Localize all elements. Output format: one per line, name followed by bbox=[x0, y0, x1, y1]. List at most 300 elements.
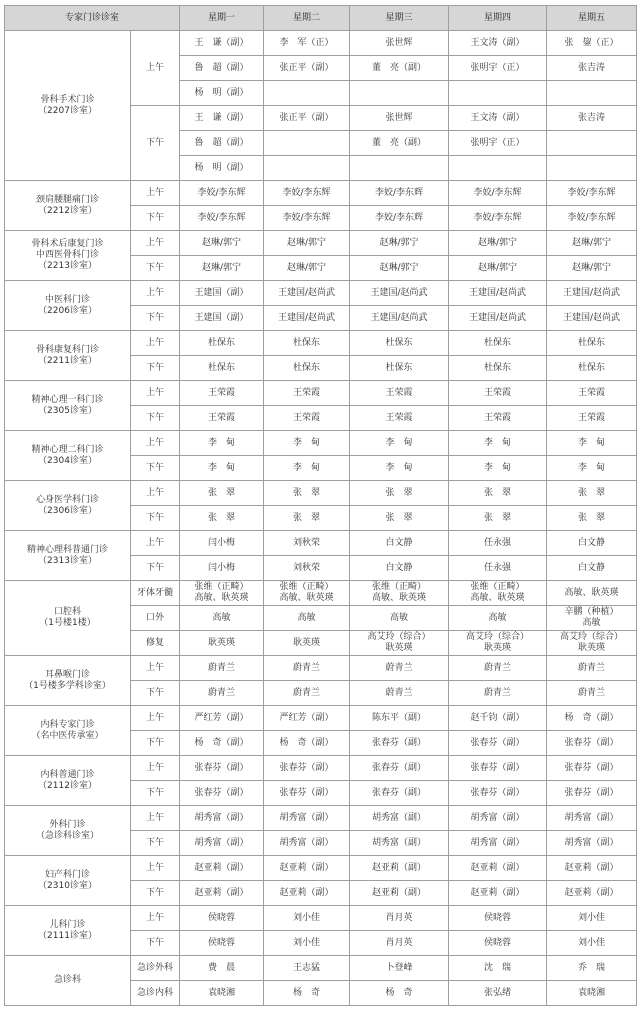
header-day-fri: 星期五 bbox=[547, 6, 637, 31]
doctor-cell: 蔚青兰 bbox=[547, 681, 637, 706]
doctor-cell: 张弘绪 bbox=[449, 981, 547, 1006]
doctor-cell: 蔚青兰 bbox=[180, 681, 264, 706]
dept-name: 儿科门诊 bbox=[49, 919, 86, 930]
doctor-cell: 杨 明（副） bbox=[180, 81, 264, 106]
session-cell: 下午 bbox=[131, 881, 180, 906]
doctor-cell: 杜保东 bbox=[264, 356, 350, 381]
doctor-line: 张维（正畸） bbox=[372, 582, 427, 592]
dept-room: （2305诊室） bbox=[38, 405, 97, 416]
doctor-cell: 侯晓蓉 bbox=[180, 906, 264, 931]
doctor-cell: 侯晓蓉 bbox=[449, 931, 547, 956]
doctor-cell: 蔚青兰 bbox=[547, 656, 637, 681]
doctor-cell bbox=[350, 581, 449, 606]
session-cell: 下午 bbox=[131, 256, 180, 281]
session-cell: 修复 bbox=[131, 631, 180, 656]
doctor-cell: 李 甸 bbox=[547, 431, 637, 456]
doctor-cell: 王 谦（副） bbox=[180, 31, 264, 56]
doctor-cell: 蔚青兰 bbox=[449, 681, 547, 706]
doctor-cell: 赵琳/郭宁 bbox=[547, 256, 637, 281]
dept-name: 急诊科 bbox=[53, 975, 81, 985]
doctor-cell: 张 翠 bbox=[547, 506, 637, 531]
doctor-cell: 李姣/李东辉 bbox=[180, 206, 264, 231]
doctor-cell: 袁晓湘 bbox=[547, 981, 637, 1006]
dept-cell bbox=[5, 431, 131, 481]
doctor-cell: 闫小梅 bbox=[180, 556, 264, 581]
doctor-cell: 赵亚莉（副） bbox=[449, 856, 547, 881]
doctor-cell bbox=[350, 156, 449, 181]
doctor-cell: 卜登峰 bbox=[350, 956, 449, 981]
doctor-cell: 李姣/李东辉 bbox=[264, 206, 350, 231]
doctor-cell: 张 翠 bbox=[350, 506, 449, 531]
doctor-cell: 侯晓蓉 bbox=[449, 906, 547, 931]
doctor-line: 辛鹏（种植） bbox=[564, 607, 619, 617]
doctor-cell: 高敏 bbox=[449, 606, 547, 631]
session-cell: 上午 bbox=[131, 481, 180, 506]
dept-name: 妇产科门诊 bbox=[44, 869, 90, 880]
doctor-cell: 李姣/李东辉 bbox=[547, 206, 637, 231]
doctor-cell: 刘小佳 bbox=[547, 906, 637, 931]
doctor-cell: 王建国/赵尚武 bbox=[350, 281, 449, 306]
dept-name: 耳鼻喉门诊 bbox=[44, 669, 90, 680]
doctor-cell: 王荣霞 bbox=[350, 381, 449, 406]
dept-room: （名中医传承室） bbox=[31, 730, 104, 741]
doctor-cell: 杜保东 bbox=[449, 331, 547, 356]
doctor-cell: 王文涛（副） bbox=[449, 106, 547, 131]
doctor-cell: 李 甸 bbox=[449, 456, 547, 481]
doctor-cell: 杨 奇（副） bbox=[547, 706, 637, 731]
doctor-cell: 张明宇（正） bbox=[449, 56, 547, 81]
dept-room: （2306诊室） bbox=[38, 505, 97, 516]
session-cell: 上午 bbox=[131, 906, 180, 931]
doctor-cell: 张吉涛 bbox=[547, 106, 637, 131]
schedule-row bbox=[5, 581, 637, 606]
schedule-row bbox=[5, 281, 637, 306]
doctor-cell: 杜保东 bbox=[350, 356, 449, 381]
doctor-cell: 胡秀富（副） bbox=[180, 806, 264, 831]
doctor-cell: 耿英瑛 bbox=[180, 631, 264, 656]
doctor-cell: 董 亮（副） bbox=[350, 131, 449, 156]
doctor-cell: 赵亚莉（副） bbox=[264, 856, 350, 881]
doctor-cell: 王文涛（副） bbox=[449, 31, 547, 56]
session-cell: 上午 bbox=[131, 706, 180, 731]
doctor-cell: 赵琳/郭宁 bbox=[449, 256, 547, 281]
session-cell: 下午 bbox=[131, 206, 180, 231]
doctor-cell: 王志猛 bbox=[264, 956, 350, 981]
dept-room: （2211诊室） bbox=[38, 355, 97, 366]
doctor-cell: 王荣霞 bbox=[449, 381, 547, 406]
doctor-cell: 李 甸 bbox=[547, 456, 637, 481]
doctor-cell: 王荣霞 bbox=[180, 381, 264, 406]
doctor-line: 高敏、耿英瑛 bbox=[372, 593, 427, 603]
dept-cell bbox=[5, 331, 131, 381]
doctor-cell: 赵琳/郭宁 bbox=[180, 231, 264, 256]
doctor-cell: 杜保东 bbox=[264, 331, 350, 356]
schedule-row bbox=[5, 531, 637, 556]
doctor-cell: 王荣霞 bbox=[350, 406, 449, 431]
doctor-cell: 李姣/李东辉 bbox=[350, 206, 449, 231]
dept-name: 骨科手术门诊 bbox=[40, 94, 95, 105]
session-cell: 下午 bbox=[131, 506, 180, 531]
doctor-cell: 赵琳/郭宁 bbox=[264, 231, 350, 256]
dept-cell bbox=[5, 281, 131, 331]
doctor-cell: 张 翠 bbox=[264, 481, 350, 506]
doctor-cell: 王建国（副） bbox=[180, 306, 264, 331]
dept-room: （急诊科诊室） bbox=[35, 830, 99, 841]
doctor-cell: 刘小佳 bbox=[547, 931, 637, 956]
doctor-cell: 王建国/赵尚武 bbox=[449, 281, 547, 306]
doctor-cell: 胡秀富（副） bbox=[350, 831, 449, 856]
dept-name: 中医科门诊 bbox=[44, 294, 90, 305]
doctor-cell: 张世辉 bbox=[350, 106, 449, 131]
doctor-line: 高艾玲（综合） bbox=[560, 632, 624, 642]
doctor-cell: 胡秀富（副） bbox=[449, 831, 547, 856]
session-cell: 下午 bbox=[131, 781, 180, 806]
schedule-row bbox=[5, 181, 637, 206]
doctor-cell: 张春芬（副） bbox=[264, 781, 350, 806]
doctor-cell: 杜保东 bbox=[547, 356, 637, 381]
dept-name: 精神心理二科门诊 bbox=[31, 444, 104, 455]
doctor-cell: 任永强 bbox=[449, 556, 547, 581]
doctor-line: 张维（正畸） bbox=[279, 582, 334, 592]
dept-room: （2304诊室） bbox=[38, 455, 97, 466]
doctor-cell: 刘秋荣 bbox=[264, 531, 350, 556]
schedule-row bbox=[5, 856, 637, 881]
schedule-row bbox=[5, 706, 637, 731]
dept-cell bbox=[5, 806, 131, 856]
doctor-cell bbox=[264, 81, 350, 106]
doctor-cell bbox=[350, 631, 449, 656]
doctor-cell: 张春芬（副） bbox=[449, 781, 547, 806]
doctor-cell: 蔚青兰 bbox=[180, 656, 264, 681]
doctor-cell: 张春芬（副） bbox=[547, 781, 637, 806]
session-cell: 下午 bbox=[131, 406, 180, 431]
session-cell: 上午 bbox=[131, 656, 180, 681]
doctor-cell: 鲁 超（副） bbox=[180, 131, 264, 156]
doctor-cell: 王荣霞 bbox=[547, 381, 637, 406]
dept-name: 颈肩腰腿痛门诊 bbox=[35, 194, 99, 205]
doctor-cell: 张正平（副） bbox=[264, 56, 350, 81]
schedule-row bbox=[5, 806, 637, 831]
doctor-cell: 赵琳/郭宁 bbox=[350, 231, 449, 256]
doctor-cell: 陈东平（副） bbox=[350, 706, 449, 731]
doctor-cell: 李 甸 bbox=[264, 456, 350, 481]
doctor-cell: 白文静 bbox=[350, 531, 449, 556]
doctor-cell: 杨 奇（副） bbox=[180, 731, 264, 756]
dept-cell bbox=[5, 956, 131, 1006]
doctor-cell bbox=[547, 156, 637, 181]
schedule-row bbox=[5, 331, 637, 356]
doctor-cell: 赵亚莉（副） bbox=[449, 881, 547, 906]
doctor-cell: 张春芬（副） bbox=[547, 756, 637, 781]
doctor-cell: 张 翠 bbox=[180, 481, 264, 506]
doctor-cell: 蔚青兰 bbox=[264, 656, 350, 681]
doctor-cell bbox=[449, 156, 547, 181]
session-cell: 口外 bbox=[131, 606, 180, 631]
doctor-cell: 张 翠 bbox=[449, 481, 547, 506]
doctor-cell: 刘小佳 bbox=[264, 906, 350, 931]
dept-cell bbox=[5, 656, 131, 706]
dept-name: 内科普通门诊 bbox=[40, 769, 95, 780]
dept-cell bbox=[5, 231, 131, 281]
doctor-cell: 胡秀富（副） bbox=[449, 806, 547, 831]
doctor-cell: 蔚青兰 bbox=[264, 681, 350, 706]
doctor-cell: 高敏、耿英瑛 bbox=[547, 581, 637, 606]
doctor-cell: 王荣霞 bbox=[264, 381, 350, 406]
doctor-cell: 白文静 bbox=[547, 531, 637, 556]
doctor-cell: 张春芬（副） bbox=[350, 781, 449, 806]
dept-cell bbox=[5, 906, 131, 956]
doctor-cell: 张 鋆（正） bbox=[547, 31, 637, 56]
doctor-cell: 沈 瑞 bbox=[449, 956, 547, 981]
doctor-cell bbox=[547, 131, 637, 156]
session-cell: 上午 bbox=[131, 331, 180, 356]
doctor-cell: 赵亚莉（副） bbox=[547, 856, 637, 881]
header-day-mon: 星期一 bbox=[180, 6, 264, 31]
doctor-cell: 张春芬（副） bbox=[547, 731, 637, 756]
doctor-cell: 王荣霞 bbox=[449, 406, 547, 431]
doctor-cell: 胡秀富（副） bbox=[547, 806, 637, 831]
doctor-cell: 胡秀富（副） bbox=[180, 831, 264, 856]
doctor-cell: 高敏 bbox=[264, 606, 350, 631]
dept-name-secondary: 中西医骨科门诊 bbox=[35, 250, 99, 260]
doctor-cell: 白文静 bbox=[547, 556, 637, 581]
session-cell: 上午 bbox=[131, 381, 180, 406]
doctor-cell: 张 翠 bbox=[264, 506, 350, 531]
dept-name: 口腔科 bbox=[53, 607, 81, 617]
dept-name: 精神心理科普通门诊 bbox=[26, 544, 108, 555]
doctor-cell: 张 翠 bbox=[449, 506, 547, 531]
doctor-cell: 肖月英 bbox=[350, 906, 449, 931]
doctor-cell: 赵亚莉（副） bbox=[350, 856, 449, 881]
doctor-cell: 高敏 bbox=[180, 606, 264, 631]
doctor-cell: 王建国/赵尚武 bbox=[264, 281, 350, 306]
doctor-cell: 胡秀富（副） bbox=[264, 831, 350, 856]
doctor-cell: 赵琳/郭宁 bbox=[547, 231, 637, 256]
dept-cell bbox=[5, 31, 131, 181]
doctor-cell bbox=[180, 581, 264, 606]
dept-cell bbox=[5, 531, 131, 581]
doctor-cell bbox=[547, 631, 637, 656]
doctor-cell: 赵亚莉（副） bbox=[547, 881, 637, 906]
dept-cell bbox=[5, 581, 131, 656]
doctor-cell: 王建国/赵尚武 bbox=[264, 306, 350, 331]
session-cell: 下午 bbox=[131, 681, 180, 706]
doctor-cell: 杨 奇 bbox=[264, 981, 350, 1006]
doctor-cell: 张 翠 bbox=[180, 506, 264, 531]
doctor-line: 高艾玲（综合） bbox=[466, 632, 530, 642]
schedule-row bbox=[5, 481, 637, 506]
doctor-line: 张维（正畸） bbox=[194, 582, 249, 592]
session-cell: 下午 bbox=[131, 456, 180, 481]
doctor-cell: 蔚青兰 bbox=[350, 681, 449, 706]
doctor-cell: 李姣/李东辉 bbox=[180, 181, 264, 206]
doctor-cell: 赵亚莉（副） bbox=[264, 881, 350, 906]
session-cell: 上午 bbox=[131, 806, 180, 831]
doctor-cell: 李 甸 bbox=[350, 456, 449, 481]
doctor-cell: 李 甸 bbox=[449, 431, 547, 456]
doctor-cell: 严红芳（副） bbox=[264, 706, 350, 731]
doctor-line: 高敏、耿英瑛 bbox=[279, 593, 334, 603]
dept-name: 心身医学科门诊 bbox=[35, 494, 99, 505]
doctor-cell: 张世辉 bbox=[350, 31, 449, 56]
doctor-cell bbox=[449, 631, 547, 656]
doctor-cell: 肖月英 bbox=[350, 931, 449, 956]
dept-cell bbox=[5, 381, 131, 431]
session-cell: 下午 bbox=[131, 556, 180, 581]
doctor-cell: 严红芳（副） bbox=[180, 706, 264, 731]
doctor-cell: 杜保东 bbox=[180, 331, 264, 356]
doctor-cell: 王建国（副） bbox=[180, 281, 264, 306]
doctor-cell: 闫小梅 bbox=[180, 531, 264, 556]
dept-cell bbox=[5, 181, 131, 231]
dept-cell bbox=[5, 481, 131, 531]
dept-room: （2213诊室） bbox=[38, 261, 97, 271]
doctor-cell: 杨 明（副） bbox=[180, 156, 264, 181]
doctor-cell: 杜保东 bbox=[180, 356, 264, 381]
session-cell: 下午 bbox=[131, 831, 180, 856]
doctor-line: 耿英瑛 bbox=[578, 643, 606, 653]
doctor-line: 张维（正畸） bbox=[470, 582, 525, 592]
dept-room: （1号楼1楼） bbox=[39, 618, 96, 628]
doctor-cell: 赵琳/郭宁 bbox=[264, 256, 350, 281]
doctor-cell bbox=[449, 81, 547, 106]
doctor-cell: 李 甸 bbox=[180, 431, 264, 456]
session-cell: 急诊内科 bbox=[131, 981, 180, 1006]
session-cell: 急诊外科 bbox=[131, 956, 180, 981]
session-cell: 上午 bbox=[131, 431, 180, 456]
doctor-cell: 李 军（正） bbox=[264, 31, 350, 56]
doctor-cell: 王荣霞 bbox=[264, 406, 350, 431]
doctor-cell: 赵亚莉（副） bbox=[180, 881, 264, 906]
doctor-cell: 王建国/赵尚武 bbox=[547, 306, 637, 331]
doctor-cell: 张正平（副） bbox=[264, 106, 350, 131]
dept-cell bbox=[5, 856, 131, 906]
doctor-cell: 董 亮（副） bbox=[350, 56, 449, 81]
session-cell: 上午 bbox=[131, 181, 180, 206]
doctor-cell: 刘秋荣 bbox=[264, 556, 350, 581]
doctor-cell: 胡秀富（副） bbox=[547, 831, 637, 856]
dept-cell bbox=[5, 756, 131, 806]
header-day-wed: 星期三 bbox=[350, 6, 449, 31]
doctor-cell: 张春芬（副） bbox=[449, 731, 547, 756]
schedule-row bbox=[5, 431, 637, 456]
doctor-cell: 白文静 bbox=[350, 556, 449, 581]
doctor-cell bbox=[449, 581, 547, 606]
doctor-cell: 鲁 超（副） bbox=[180, 56, 264, 81]
dept-room: （2310诊室） bbox=[38, 880, 97, 891]
header-dept: 专家门诊诊室 bbox=[5, 6, 180, 31]
doctor-cell: 杨 奇 bbox=[350, 981, 449, 1006]
doctor-cell: 胡秀富（副） bbox=[350, 806, 449, 831]
doctor-cell: 胡秀富（副） bbox=[264, 806, 350, 831]
doctor-cell: 耿英瑛 bbox=[264, 631, 350, 656]
doctor-cell: 乔 瑞 bbox=[547, 956, 637, 981]
dept-name: 精神心理一科门诊 bbox=[31, 394, 104, 405]
dept-cell bbox=[5, 706, 131, 756]
session-cell: 上午 bbox=[131, 231, 180, 256]
doctor-cell: 张 翠 bbox=[350, 481, 449, 506]
doctor-line: 高敏、耿英瑛 bbox=[470, 593, 525, 603]
dept-name: 骨科康复科门诊 bbox=[35, 344, 99, 355]
session-cell: 下午 bbox=[131, 356, 180, 381]
doctor-cell: 李姣/李东辉 bbox=[547, 181, 637, 206]
doctor-cell: 杨 奇（副） bbox=[264, 731, 350, 756]
dept-room: （2207诊室） bbox=[38, 105, 97, 116]
session-cell: 牙体牙髓 bbox=[131, 581, 180, 606]
doctor-cell: 李 甸 bbox=[180, 456, 264, 481]
doctor-cell: 王荣霞 bbox=[180, 406, 264, 431]
doctor-cell: 赵琳/郭宁 bbox=[449, 231, 547, 256]
doctor-cell: 费 晨 bbox=[180, 956, 264, 981]
doctor-cell bbox=[547, 606, 637, 631]
doctor-cell: 张吉涛 bbox=[547, 56, 637, 81]
doctor-cell: 李姣/李东辉 bbox=[350, 181, 449, 206]
dept-room: （2112诊室） bbox=[38, 780, 97, 791]
session-cell: 下午 bbox=[131, 731, 180, 756]
doctor-cell: 蔚青兰 bbox=[350, 656, 449, 681]
doctor-cell bbox=[264, 581, 350, 606]
clinic-schedule-table bbox=[4, 5, 637, 1006]
doctor-cell: 赵琳/郭宁 bbox=[350, 256, 449, 281]
doctor-cell: 张春芬（副） bbox=[264, 756, 350, 781]
doctor-cell: 赵琳/郭宁 bbox=[180, 256, 264, 281]
schedule-body bbox=[5, 31, 637, 1006]
doctor-cell: 李姣/李东辉 bbox=[264, 181, 350, 206]
doctor-cell: 王建国/赵尚武 bbox=[449, 306, 547, 331]
doctor-cell: 张春芬（副） bbox=[350, 731, 449, 756]
schedule-row bbox=[5, 231, 637, 256]
doctor-cell: 任永强 bbox=[449, 531, 547, 556]
doctor-cell: 赵亚莉（副） bbox=[180, 856, 264, 881]
doctor-cell: 张 翠 bbox=[547, 481, 637, 506]
doctor-cell bbox=[264, 156, 350, 181]
session-cell: 上午 bbox=[131, 31, 180, 106]
doctor-cell: 王建国/赵尚武 bbox=[547, 281, 637, 306]
dept-name: 内科专家门诊 bbox=[40, 719, 95, 730]
doctor-line: 高敏、耿英瑛 bbox=[194, 593, 249, 603]
schedule-row bbox=[5, 956, 637, 981]
doctor-cell: 张春芬（副） bbox=[350, 756, 449, 781]
dept-room: （2111诊室） bbox=[38, 930, 97, 941]
doctor-cell: 王荣霞 bbox=[547, 406, 637, 431]
doctor-cell: 刘小佳 bbox=[264, 931, 350, 956]
doctor-cell: 杜保东 bbox=[350, 331, 449, 356]
doctor-cell: 侯晓蓉 bbox=[180, 931, 264, 956]
doctor-cell: 张春芬（副） bbox=[180, 781, 264, 806]
dept-name: 外科门诊 bbox=[49, 819, 86, 830]
doctor-cell: 张春芬（副） bbox=[180, 756, 264, 781]
session-cell: 上午 bbox=[131, 281, 180, 306]
doctor-line: 耿英瑛 bbox=[385, 643, 413, 653]
doctor-cell: 蔚青兰 bbox=[449, 656, 547, 681]
schedule-row bbox=[5, 31, 637, 56]
doctor-cell bbox=[547, 81, 637, 106]
dept-room: （2206诊室） bbox=[38, 305, 97, 316]
doctor-cell bbox=[264, 131, 350, 156]
doctor-cell: 李姣/李东辉 bbox=[449, 206, 547, 231]
session-cell: 下午 bbox=[131, 931, 180, 956]
doctor-cell: 袁晓湘 bbox=[180, 981, 264, 1006]
doctor-cell bbox=[350, 81, 449, 106]
header-row bbox=[5, 6, 637, 31]
schedule-row bbox=[5, 656, 637, 681]
header-day-tue: 星期二 bbox=[264, 6, 350, 31]
doctor-cell: 李 甸 bbox=[350, 431, 449, 456]
doctor-line: 高艾玲（综合） bbox=[367, 632, 431, 642]
doctor-cell: 高敏 bbox=[350, 606, 449, 631]
dept-room: （2313诊室） bbox=[38, 555, 97, 566]
dept-room: （2212诊室） bbox=[38, 205, 97, 216]
